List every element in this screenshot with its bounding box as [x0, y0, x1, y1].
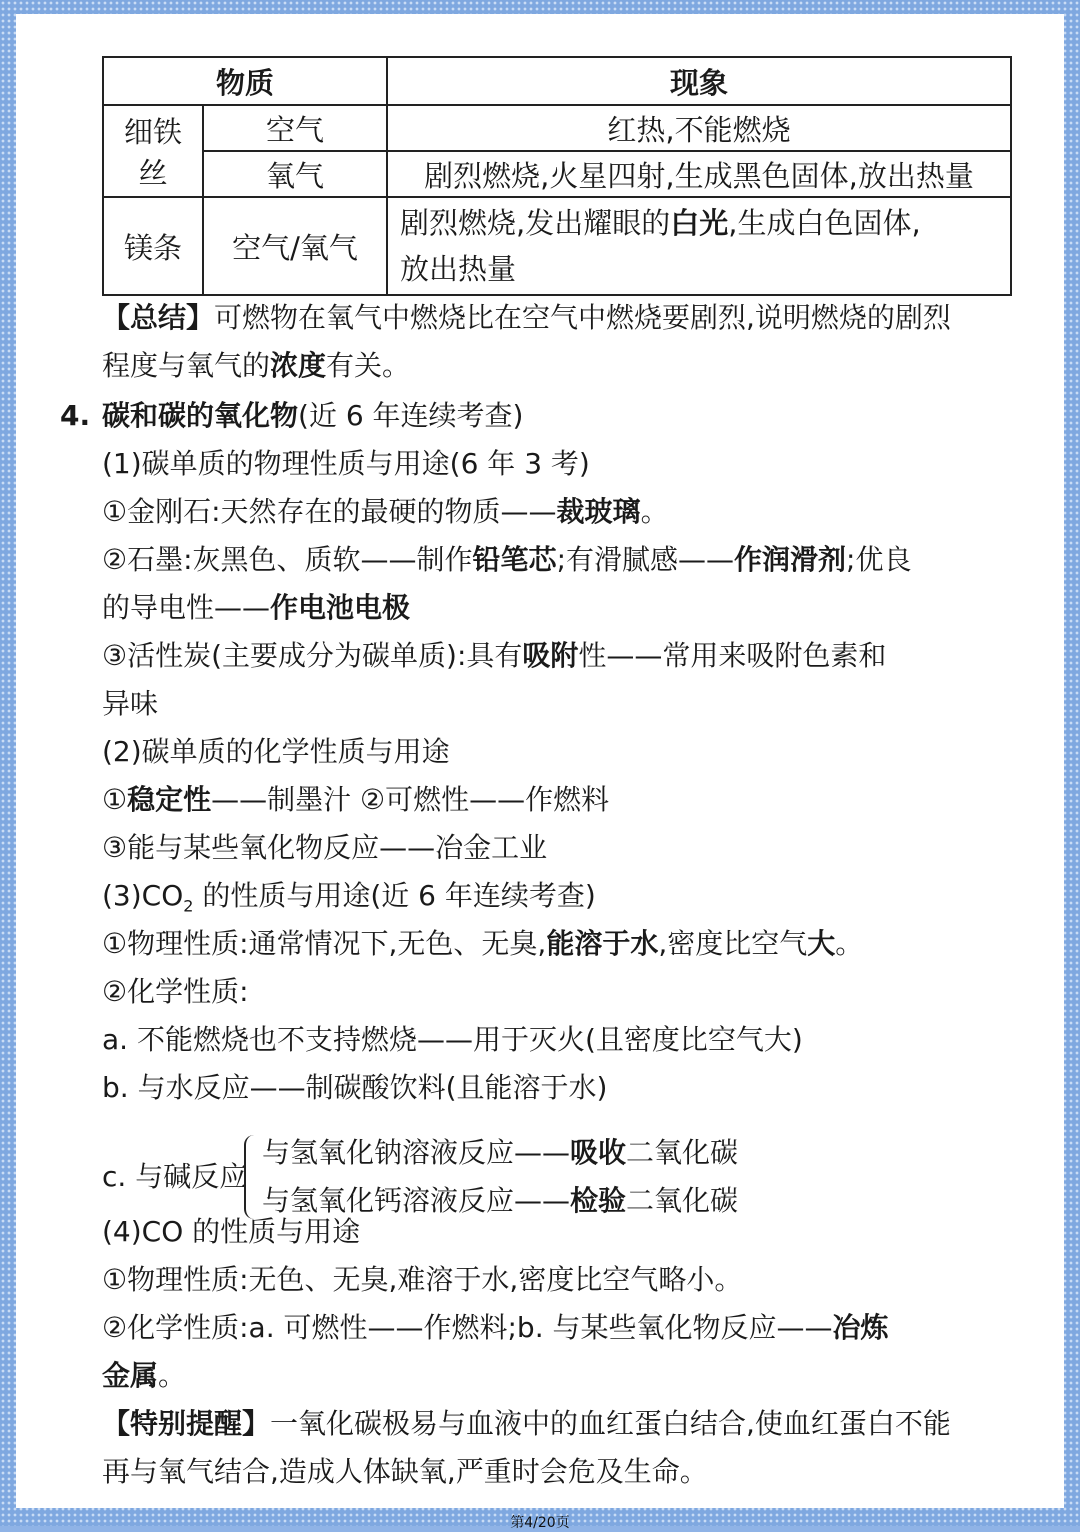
p3-line-1: [102, 924, 863, 964]
document-page: [16, 14, 1064, 1508]
reminder-tag: 【特别提醒】: [102, 1407, 271, 1440]
p3-heading-b: 的性质与用途(近 6 年连续考查): [193, 879, 596, 912]
section-number: 4.: [60, 399, 91, 432]
p3-line-b: b. 与水反应——制碳酸饮料(且能溶于水): [102, 1071, 608, 1104]
iron-air-cell: 空气: [203, 105, 387, 151]
summary-line-2: [102, 346, 410, 386]
p1-line-3: [102, 588, 410, 628]
p1-l3a: 的导电性——: [102, 591, 271, 624]
p1-l2d: 作润滑剂: [734, 543, 847, 576]
mg-text-3: 放出热量: [400, 252, 517, 286]
p3-line-a: a. 不能燃烧也不支持燃烧——用于灭火(且密度比空气大): [102, 1023, 803, 1056]
p4-l3b: 。: [158, 1359, 187, 1392]
iron-wire-cell: 细铁丝: [103, 105, 203, 197]
alkali-reaction-group: [102, 1129, 1002, 1225]
naoh-b: 吸收: [570, 1136, 627, 1169]
p1-l2a: ②石墨:灰黑色、质软——制作: [102, 543, 473, 576]
naoh-c: 二氧化碳: [626, 1136, 739, 1169]
table-header-substance: 物质: [103, 57, 387, 105]
magnesium-phenomenon: [387, 197, 1011, 295]
p1-l2e: ;优良: [846, 543, 912, 576]
p1-line-5: 异味: [102, 687, 159, 720]
p3-heading-sub: 2: [183, 896, 194, 916]
p1-line-2: [102, 540, 911, 580]
summary-text-2b: 浓度: [270, 349, 327, 382]
mg-text-2: ,生成白色固体,: [728, 206, 921, 240]
p3-l1e: 。: [835, 927, 864, 960]
p3-heading-a: (3)CO: [102, 879, 184, 912]
p4-l3a: 金属: [102, 1359, 159, 1392]
iron-oxygen-phenomenon: 剧烈燃烧,火星四射,生成黑色固体,放出热量: [387, 151, 1011, 197]
p3-l1b: 能溶于水: [546, 927, 659, 960]
page-number: 第4/20页: [510, 1515, 570, 1531]
summary-text-1: 可燃物在氧气中燃烧比在空气中燃烧要剧烈,说明燃烧的剧烈: [214, 301, 951, 334]
caoh-b: 检验: [570, 1184, 627, 1217]
summary-line-1: [102, 298, 951, 338]
p2-line-2: ③能与某些氧化物反应——冶金工业: [102, 831, 548, 864]
p1-l4b: 吸附: [522, 639, 579, 672]
p4-line-3: [102, 1356, 186, 1396]
caoh-a: 与氢氧化钙溶液反应——: [262, 1184, 571, 1217]
p2-l1a: ①: [102, 783, 128, 816]
p3-l1d: 大: [807, 927, 836, 960]
p4-l2a: ②化学性质:a. 可燃性——作燃料;b. 与某些氧化物反应——: [102, 1311, 833, 1344]
p1-line-1: [102, 492, 669, 532]
p1-l1a: ①金刚石:天然存在的最硬的物质——: [102, 495, 557, 528]
p4-l2b: 冶炼: [832, 1311, 889, 1344]
p4-heading: (4)CO 的性质与用途: [102, 1215, 361, 1248]
p1-l3b: 作电池电极: [270, 591, 411, 624]
p1-l4c: 性——常用来吸附色素和: [578, 639, 887, 672]
mg-text-1: 剧烈燃烧,发出耀眼的: [400, 206, 671, 240]
reminder-line-2: 再与氧气结合,造成人体缺氧,严重时会危及生命。: [102, 1455, 708, 1488]
p1-l1c: 。: [640, 495, 669, 528]
p1-heading: (1)碳单质的物理性质与用途(6 年 3 考): [102, 447, 590, 480]
naoh-line: [262, 1133, 738, 1173]
section-title: 碳和碳的氧化物: [102, 399, 299, 432]
p3-line-2: ②化学性质:: [102, 975, 249, 1008]
brace-icon: [244, 1135, 260, 1219]
p3-heading: [102, 876, 596, 927]
section-title-line: [102, 396, 523, 436]
mg-text-bold: 白光: [670, 206, 729, 240]
caoh-c: 二氧化碳: [626, 1184, 739, 1217]
magnesium-cell: 镁条: [103, 197, 203, 295]
table-header-phenomenon: 现象: [387, 57, 1011, 105]
reminder-text-1: 一氧化碳极易与血液中的血红蛋白结合,使血红蛋白不能: [270, 1407, 951, 1440]
p1-l2c: ;有滑腻感——: [556, 543, 734, 576]
p2-l1c: ——制墨汁 ②可燃性——作燃料: [211, 783, 610, 816]
summary-tag: 【总结】: [102, 301, 215, 334]
p1-l1b: 裁玻璃: [556, 495, 641, 528]
p1-l2b: 铅笔芯: [472, 543, 557, 576]
reminder-line-1: [102, 1404, 951, 1444]
p4-line-1: ①物理性质:无色、无臭,难溶于水,密度比空气略小。: [102, 1263, 743, 1296]
summary-text-2a: 程度与氧气的: [102, 349, 271, 382]
section-note: (近 6 年连续考查): [298, 399, 524, 432]
alkali-label: c. 与碱反应: [102, 1160, 248, 1193]
p3-l1c: ,密度比空气: [658, 927, 808, 960]
p2-l1b: 稳定性: [127, 783, 212, 816]
p1-l4a: ③活性炭(主要成分为碳单质):具有: [102, 639, 523, 672]
p3-l1a: ①物理性质:通常情况下,无色、无臭,: [102, 927, 547, 960]
p1-line-4: [102, 636, 886, 676]
phenomenon-table: [102, 56, 1012, 296]
naoh-a: 与氢氧化钠溶液反应——: [262, 1136, 571, 1169]
p4-line-2: [102, 1308, 889, 1348]
iron-air-phenomenon: 红热,不能燃烧: [387, 105, 1011, 151]
iron-oxygen-cell: 氧气: [203, 151, 387, 197]
summary-text-2c: 有关。: [326, 349, 411, 382]
p2-line-1: [102, 780, 609, 820]
p2-heading: (2)碳单质的化学性质与用途: [102, 735, 450, 768]
magnesium-gas-cell: 空气/氧气: [203, 197, 387, 295]
